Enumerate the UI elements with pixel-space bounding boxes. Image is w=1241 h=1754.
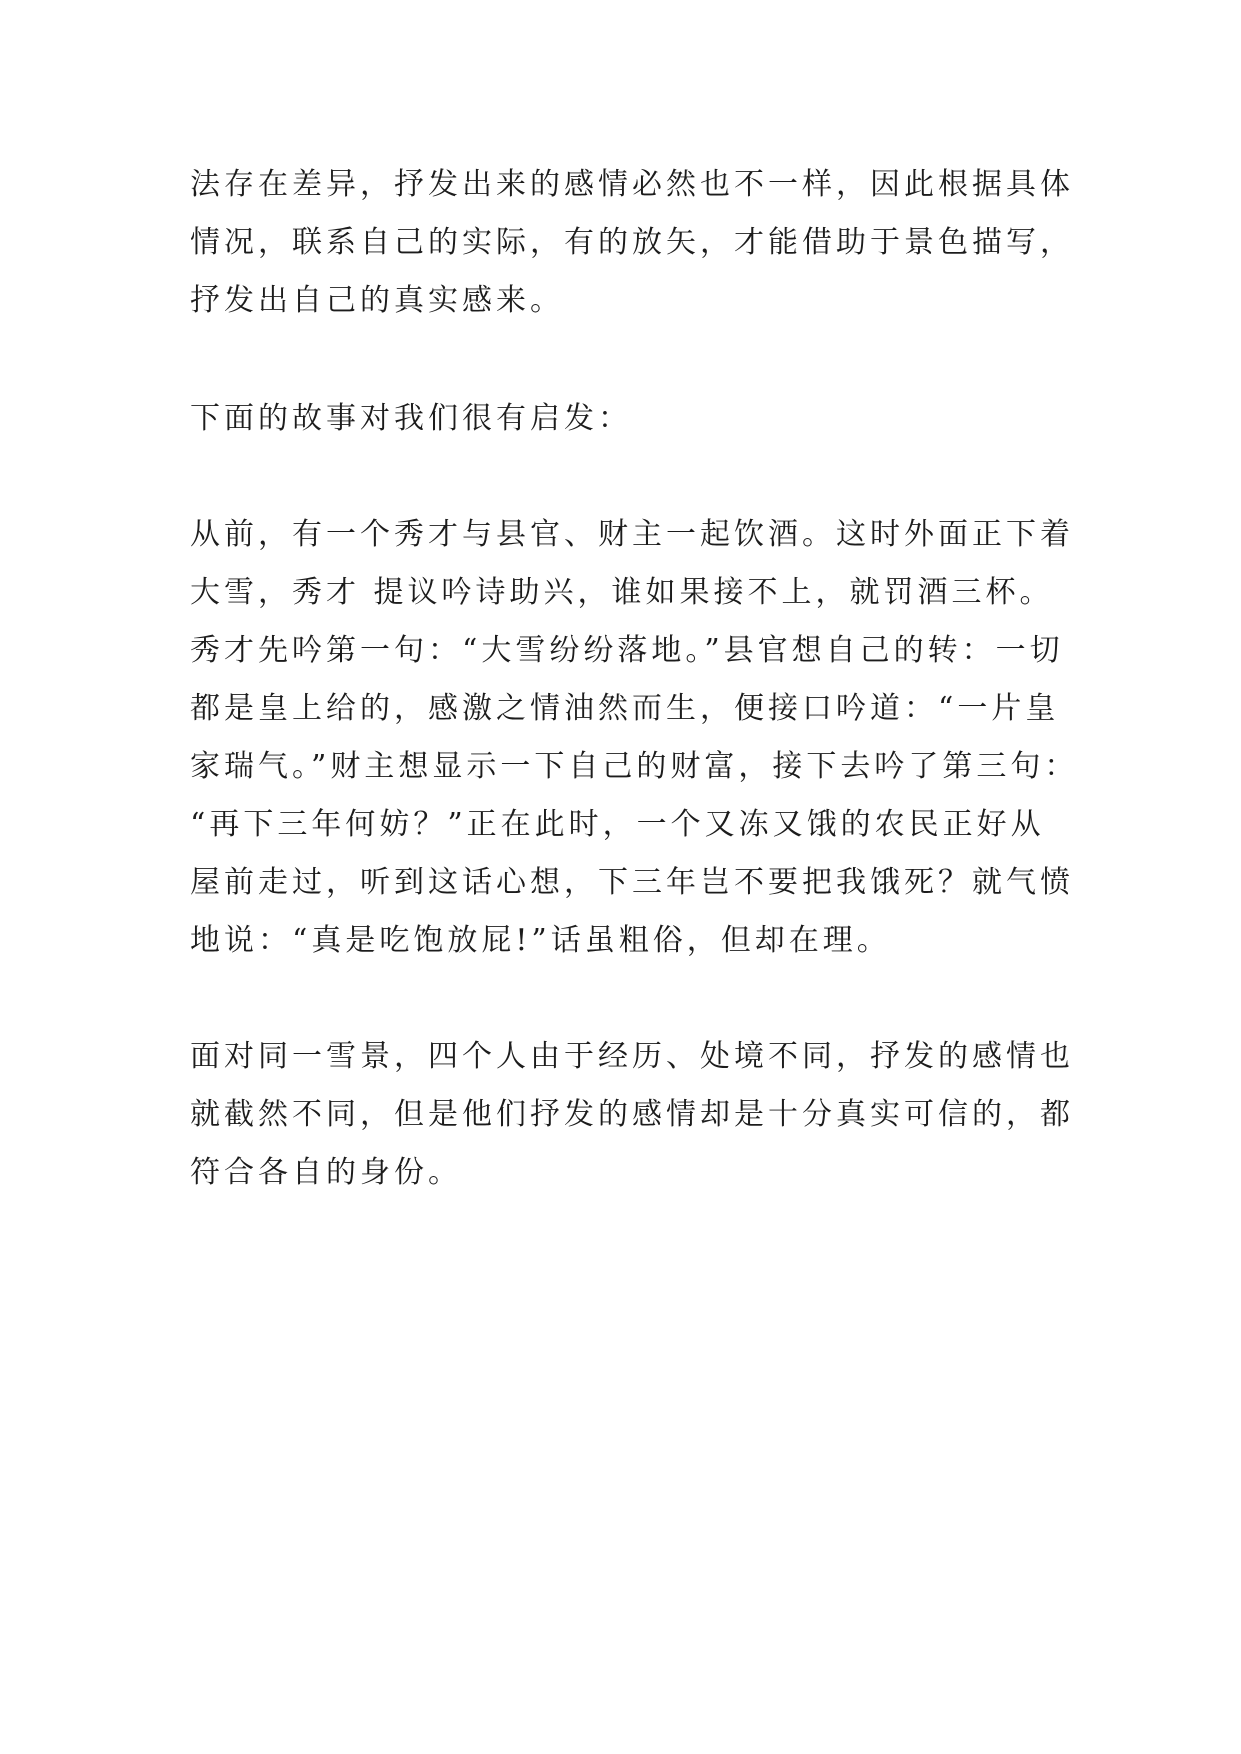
text-line: 大雪，秀才 提议吟诗助兴，谁如果接不上，就罚酒三杯。 — [190, 575, 1054, 610]
text-line: 法存在差异，抒发出来的感情必然也不一样，因此根据具体 — [190, 167, 1074, 202]
text-line: 从前，有一个秀才与县官、财主一起饮酒。这时外面正下着 — [190, 517, 1074, 552]
text-line: 抒发出自己的真实感来。 — [190, 283, 564, 318]
text-line: 秀才先吟第一句：“大雪纷纷落地。”县官想自己的转：一切 — [190, 633, 1064, 668]
text-line: 就截然不同，但是他们抒发的感情却是十分真实可信的，都 — [190, 1097, 1074, 1132]
paragraph-3 — [190, 506, 1090, 970]
text-line: 面对同一雪景，四个人由于经历、处境不同，抒发的感情也 — [190, 1039, 1074, 1074]
text-line: 符合各自的身份。 — [190, 1155, 462, 1190]
text-line: 屋前走过，听到这话心想，下三年岂不要把我饿死？就气愤 — [190, 865, 1074, 900]
paragraph-2 — [190, 390, 1090, 448]
text-line: “再下三年何妨？”正在此时，一个又冻又饿的农民正好从 — [190, 807, 1045, 842]
text-line: 下面的故事对我们很有启发： — [190, 401, 632, 436]
text-line: 地说：“真是吃饱放屁!”话虽粗俗，但却在理。 — [190, 923, 891, 958]
text-line: 都是皇上给的，感激之情油然而生，便接口吟道：“一片皇 — [190, 691, 1060, 726]
paragraph-1 — [190, 156, 1090, 330]
text-line: 家瑞气。”财主想显示一下自己的财富，接下去吟了第三句： — [190, 749, 1079, 784]
paragraph-4 — [190, 1028, 1090, 1202]
text-line: 情况，联系自己的实际，有的放矢，才能借助于景色描写， — [190, 225, 1074, 260]
